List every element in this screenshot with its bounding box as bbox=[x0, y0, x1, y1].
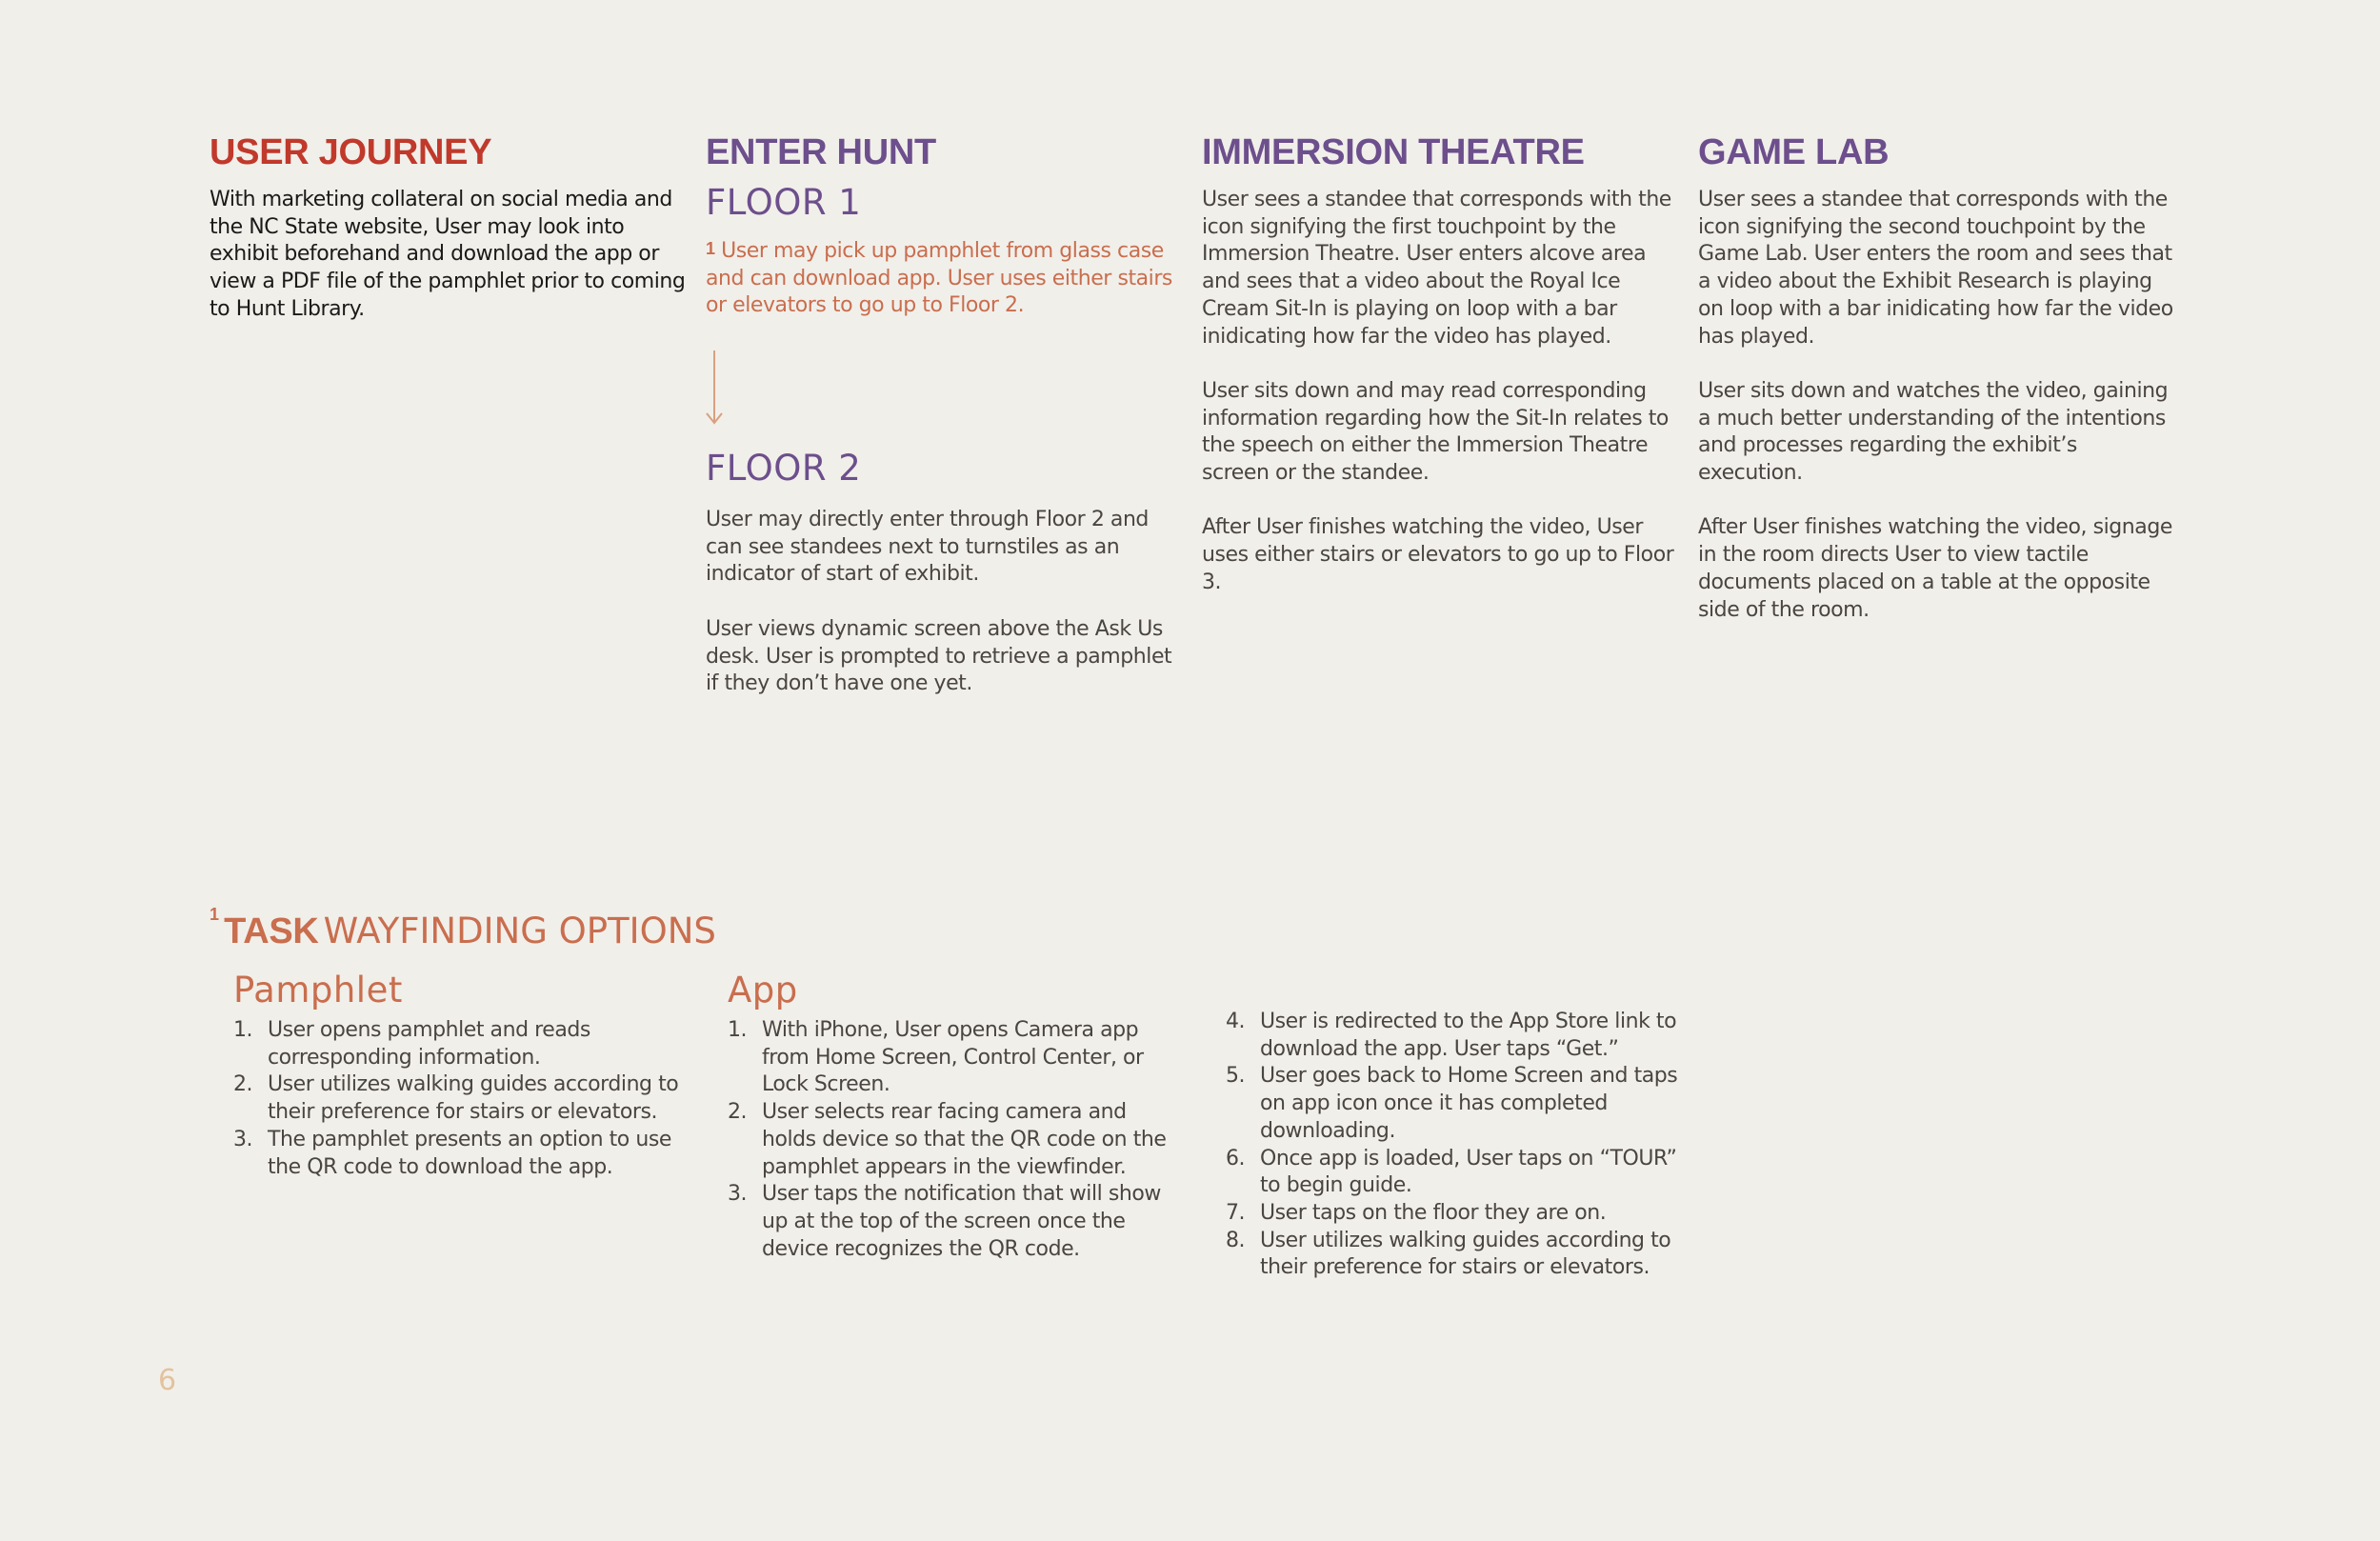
step-number: 5. bbox=[1226, 1064, 1246, 1089]
step-text: Once app is loaded, User taps on “TOUR” to begin guide. bbox=[1260, 1146, 1677, 1198]
list-item bbox=[1226, 1009, 1683, 1063]
step-text: User selects rear facing camera and holds device so that the QR code on the pamphlet appears in the viewfinder. bbox=[762, 1100, 1167, 1179]
step-number: 2. bbox=[728, 1100, 748, 1125]
user-journey-heading: USER JOURNEY bbox=[210, 132, 492, 172]
footnote-marker: 1 bbox=[706, 239, 715, 258]
step-number: 8. bbox=[1226, 1228, 1246, 1252]
floor-2-title: FLOOR 2 bbox=[706, 448, 862, 489]
immersion-paragraph: After User finishes watching the video, User uses either stairs or elevators to go up to Floor 3. bbox=[1202, 515, 1674, 594]
step-text: User goes back to Home Screen and taps on app icon once it has completed downloading. bbox=[1260, 1064, 1678, 1143]
game-lab-paragraph: After User finishes watching the video, signage in the room directs User to view tactile documents placed on a table at the opposite side of the room. bbox=[1698, 515, 2172, 622]
task-label-light: WAYFINDING OPTIONS bbox=[323, 911, 716, 951]
task-heading bbox=[210, 905, 716, 952]
game-lab-heading: GAME LAB bbox=[1698, 132, 1890, 172]
list-item bbox=[1226, 1146, 1683, 1200]
floor-1-title: FLOOR 1 bbox=[706, 182, 862, 223]
app-steps bbox=[728, 1017, 1185, 1263]
game-lab-body bbox=[1698, 187, 2179, 624]
immersion-paragraph: User sits down and may read corresponding information regarding how the Sit-In relates to the speech on either the Immersion Theatre screen or the standee. bbox=[1202, 378, 1669, 486]
step-number: 6. bbox=[1226, 1146, 1246, 1171]
step-text: User is redirected to the App Store link to download the app. User taps “Get.” bbox=[1260, 1010, 1677, 1061]
list-item bbox=[728, 1099, 1185, 1181]
task-label-bold: TASK bbox=[224, 911, 319, 951]
step-number: 3. bbox=[728, 1182, 748, 1207]
arrow-down-icon bbox=[703, 349, 726, 427]
game-lab-paragraph: User sees a standee that corresponds with the icon signifying the second touchpoint by the Game Lab. User enters the room and sees that a video about the Exhibit Research is playing on loop with a bar inidicating how far the video has played. bbox=[1698, 188, 2173, 349]
immersion-theatre-heading: IMMERSION THEATRE bbox=[1202, 132, 1585, 172]
list-item bbox=[1226, 1200, 1683, 1228]
step-number: 3. bbox=[233, 1127, 253, 1151]
pamphlet-title: Pamphlet bbox=[233, 970, 403, 1011]
game-lab-paragraph: User sits down and watches the video, gaining a much better understanding of the intentions and processes regarding the exhibit’s execution. bbox=[1698, 378, 2169, 486]
list-item bbox=[1226, 1228, 1683, 1282]
app-steps-continued bbox=[1226, 1009, 1683, 1282]
step-text: User taps the notification that will show up at the top of the screen once the device recognizes the QR code. bbox=[762, 1182, 1161, 1261]
floor-1-body bbox=[706, 238, 1182, 320]
step-text: User taps on the floor they are on. bbox=[1260, 1200, 1607, 1225]
list-item bbox=[728, 1017, 1185, 1099]
app-title: App bbox=[728, 970, 798, 1011]
step-number: 1. bbox=[728, 1018, 748, 1042]
list-item bbox=[233, 1071, 690, 1126]
step-text: User utilizes walking guides according to their preference for stairs or elevators. bbox=[268, 1072, 679, 1125]
step-number: 2. bbox=[233, 1072, 253, 1097]
step-text: User utilizes walking guides according to their preference for stairs or elevators. bbox=[1260, 1228, 1671, 1280]
task-marker: 1 bbox=[210, 905, 220, 924]
step-text: User opens pamphlet and reads corresponding information. bbox=[268, 1018, 590, 1070]
step-text: The pamphlet presents an option to use the QR code to download the app. bbox=[268, 1127, 671, 1179]
user-journey-body: With marketing collateral on social media and the NC State website, User may look into exhibit beforehand and download the app or view a PDF file of the pamphlet prior to coming to Hunt Library. bbox=[210, 188, 686, 321]
step-number: 7. bbox=[1226, 1200, 1246, 1225]
list-item bbox=[728, 1181, 1185, 1263]
floor-2-paragraph: User may directly enter through Floor 2 and can see standees next to turnstiles as an indicator of start of exhibit. bbox=[706, 508, 1149, 587]
step-number: 1. bbox=[233, 1018, 253, 1042]
list-item bbox=[233, 1127, 690, 1181]
pamphlet-steps bbox=[233, 1017, 690, 1181]
step-number: 4. bbox=[1226, 1010, 1246, 1033]
page-number: 6 bbox=[158, 1364, 177, 1397]
step-text: With iPhone, User opens Camera app from Home Screen, Control Center, or Lock Screen. bbox=[762, 1018, 1144, 1097]
floor-2-paragraph: User views dynamic screen above the Ask Us desk. User is prompted to retrieve a pamphlet if they don’t have one yet. bbox=[706, 616, 1172, 696]
immersion-theatre-body bbox=[1202, 187, 1683, 597]
floor-2-body bbox=[706, 507, 1182, 698]
floor-1-text: User may pick up pamphlet from glass case and can download app. User uses either stairs or elevators to go up to Floor 2. bbox=[706, 239, 1172, 318]
immersion-paragraph: User sees a standee that corresponds with the icon signifying the first touchpoint by the Immersion Theatre. User enters alcove area and sees that a video about the Royal Ice Cream Sit-In is playing on loop with a bar inidicating how far the video has played. bbox=[1202, 188, 1671, 349]
list-item bbox=[233, 1017, 690, 1071]
list-item bbox=[1226, 1063, 1683, 1145]
enter-hunt-heading: ENTER HUNT bbox=[706, 132, 936, 172]
